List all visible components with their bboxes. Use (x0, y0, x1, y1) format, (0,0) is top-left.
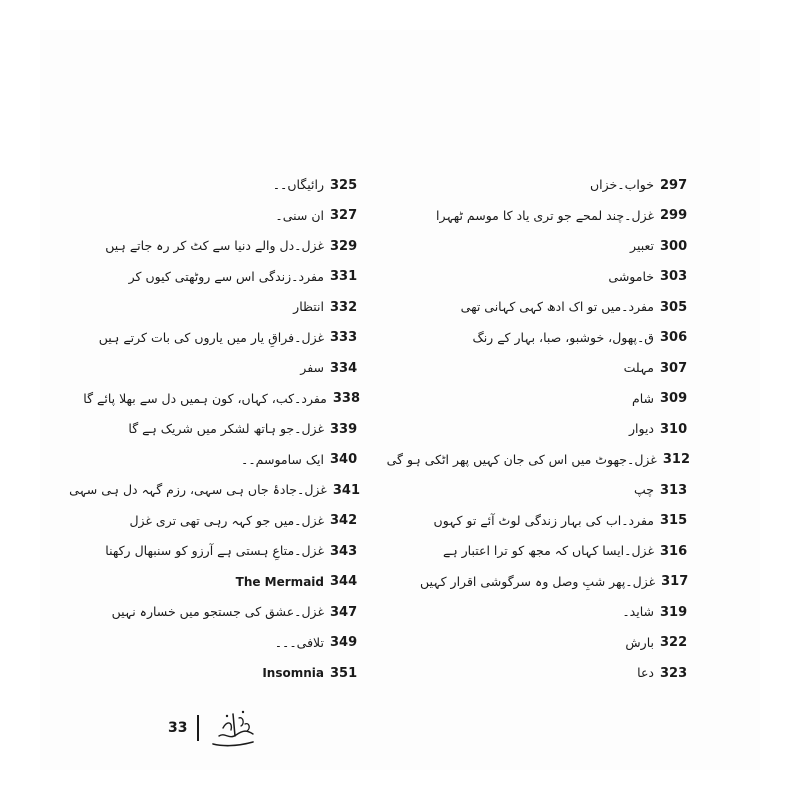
toc-entry (90, 323, 360, 354)
toc-entry (90, 170, 360, 201)
toc-entry (420, 536, 690, 567)
toc-entry-title: مفرد۔اب کی بہار زندگی لوٹ آئے تو کہوں (433, 512, 654, 528)
toc-entry (420, 597, 690, 628)
toc-entry (420, 262, 690, 293)
toc-entry (420, 475, 690, 506)
toc-entry-title: The Mermaid (235, 574, 324, 589)
toc-entry-page-number: 339 (330, 421, 358, 437)
toc-entry-page-number: 299 (660, 208, 688, 224)
toc-entry-title: تعبیر (630, 238, 654, 254)
toc-entry-title: ان سنی۔ (275, 207, 324, 223)
toc-entry-page-number: 329 (330, 238, 358, 254)
toc-entry (90, 262, 360, 293)
toc-entry (90, 536, 360, 567)
toc-entry-title: مفرد۔زندگی اس سے روٹھتی کیوں کر (128, 268, 324, 284)
toc-entry-title: غزل۔جو ہاتھ لشکر میں شریک ہے گا (128, 421, 324, 437)
toc-entry-title: ایک ساموسم۔۔ (241, 451, 324, 467)
toc-entry-page-number: 333 (330, 330, 358, 346)
toc-entry-page-number: 315 (660, 513, 688, 529)
toc-entry-title: رائیگاں۔۔ (272, 177, 324, 193)
toc-entry (420, 170, 690, 201)
toc-entry (90, 445, 360, 476)
toc-entry-page-number: 347 (330, 604, 358, 620)
toc-entry-page-number: 349 (330, 635, 358, 651)
toc-entry (90, 292, 360, 323)
toc-entry-page-number: 351 (330, 665, 358, 681)
toc-entry (420, 231, 690, 262)
toc-entry-title: دیوار (628, 421, 654, 437)
toc-entry-title: خواب۔خزاں (589, 177, 654, 193)
toc-right-column (386, 170, 690, 689)
toc-entry-title: بارش (625, 634, 654, 650)
toc-entry-page-number: 309 (660, 391, 688, 407)
toc-entry-page-number: 331 (330, 269, 358, 285)
toc-entry (420, 201, 690, 232)
toc-entry-title: غزل۔متاعِ ہستی ہے آرزو کو سنبھال رکھنا (105, 543, 324, 559)
toc-entry-page-number: 344 (330, 574, 358, 590)
toc-entry (90, 201, 360, 232)
toc-entry-title: مہلت (623, 360, 654, 376)
toc-entry-title: شام (631, 390, 654, 406)
toc-entry-page-number: 300 (660, 238, 688, 254)
toc-entry-page-number: 323 (660, 665, 688, 681)
toc-entry (386, 445, 690, 476)
toc-entry-page-number: 312 (662, 452, 690, 468)
toc-entry-page-number: 319 (660, 604, 688, 620)
toc-entry (90, 414, 360, 445)
toc-entry-page-number: 305 (660, 299, 688, 315)
toc-entry (420, 506, 690, 537)
toc-entry-page-number: 343 (330, 543, 358, 559)
toc-entry (90, 597, 360, 628)
toc-entry-title: مفرد۔میں تو اک ادھ کہی کہانی تھی (460, 299, 654, 315)
toc-entry-title: Insomnia (262, 666, 324, 681)
toc-entry-page-number: 316 (660, 543, 688, 559)
toc-entry (69, 475, 360, 506)
toc-entry-page-number: 340 (330, 452, 358, 468)
toc-entry (90, 628, 360, 659)
toc-entry-page-number: 297 (660, 177, 688, 193)
toc-entry-page-number: 327 (330, 208, 358, 224)
toc-entry-title: تلافی۔۔۔ (274, 634, 324, 650)
toc-entry-title: سفر (300, 360, 324, 376)
toc-entry (90, 506, 360, 537)
toc-entry-title: خاموشی (608, 268, 654, 284)
toc-entry (420, 567, 690, 598)
toc-entry (420, 628, 690, 659)
toc-entry-title: غزل۔ایسا کہاں کہ مجھ کو ترا اعتبار ہے (443, 543, 654, 559)
toc-entry-page-number: 307 (660, 360, 688, 376)
toc-entry (420, 292, 690, 323)
toc-entry-page-number: 325 (330, 177, 358, 193)
page-footer (168, 706, 259, 750)
toc-entry-page-number: 303 (660, 269, 688, 285)
toc-entry (420, 414, 690, 445)
toc-entry (90, 567, 360, 598)
toc-entry-page-number: 341 (332, 482, 360, 498)
toc-entry-title: غزل۔عشق کی جستجو میں خسارہ نہیں (111, 604, 324, 620)
toc-entry-title: ق۔پھول، خوشبو، صبا، بہار کے رنگ (472, 329, 654, 345)
toc-entry (90, 658, 360, 689)
toc-entry-page-number: 306 (660, 330, 688, 346)
toc-entry (420, 384, 690, 415)
toc-entry-page-number: 342 (330, 513, 358, 529)
toc-entry-title: دعا (637, 665, 654, 681)
toc-entry-title: غزل۔جھوٹ میں اس کی جان کہیں پھر اٹکی ہو گی (386, 451, 657, 467)
toc-entry (83, 384, 360, 415)
toc-entry-title: چپ (633, 482, 654, 498)
toc-entry (420, 323, 690, 354)
toc-entry-title: مفرد۔کب، کہاں، کون ہمیں دل سے بھلا پائے گا (83, 390, 327, 406)
toc-left-column (69, 170, 360, 689)
toc-entry-title: غزل۔پھر شبِ وصل وہ سرگوشی اقرار کہیں (420, 573, 656, 589)
toc-entry-page-number: 338 (332, 391, 360, 407)
toc-entry-page-number: 313 (660, 482, 688, 498)
toc-entry-page-number: 334 (330, 360, 358, 376)
toc-entry-title: غزل۔میں جو کہہ رہی تھی تری غزل (129, 512, 324, 528)
footer-divider (197, 715, 199, 741)
toc-entry (90, 231, 360, 262)
toc-entry (420, 353, 690, 384)
toc-entry-title: انتظار (293, 299, 324, 315)
calligraphy-logo-icon (209, 706, 259, 750)
toc-entry-page-number: 332 (330, 299, 358, 315)
toc-entry-page-number: 310 (660, 421, 688, 437)
toc-entry-title: غزل۔چند لمحے جو تری یاد کا موسم ٹھہرا (436, 207, 654, 223)
folio-number: 33 (168, 720, 188, 736)
toc-entry-page-number: 322 (660, 635, 688, 651)
toc-entry-title: غزل۔دل والے دنیا سے کٹ کر رہ جاتے ہیں (105, 238, 324, 254)
toc-entry-title: غزل۔فراقِ یار میں یاروں کی بات کرتے ہیں (98, 329, 324, 345)
toc-entry-title: غزل۔جادۂ جاں ہی سہی، رزم گہہ دل ہی سہی (69, 482, 327, 498)
toc-entry (90, 353, 360, 384)
toc-entry (420, 658, 690, 689)
toc-entry-title: شاید۔ (622, 604, 654, 620)
toc-entry-page-number: 317 (661, 574, 689, 590)
